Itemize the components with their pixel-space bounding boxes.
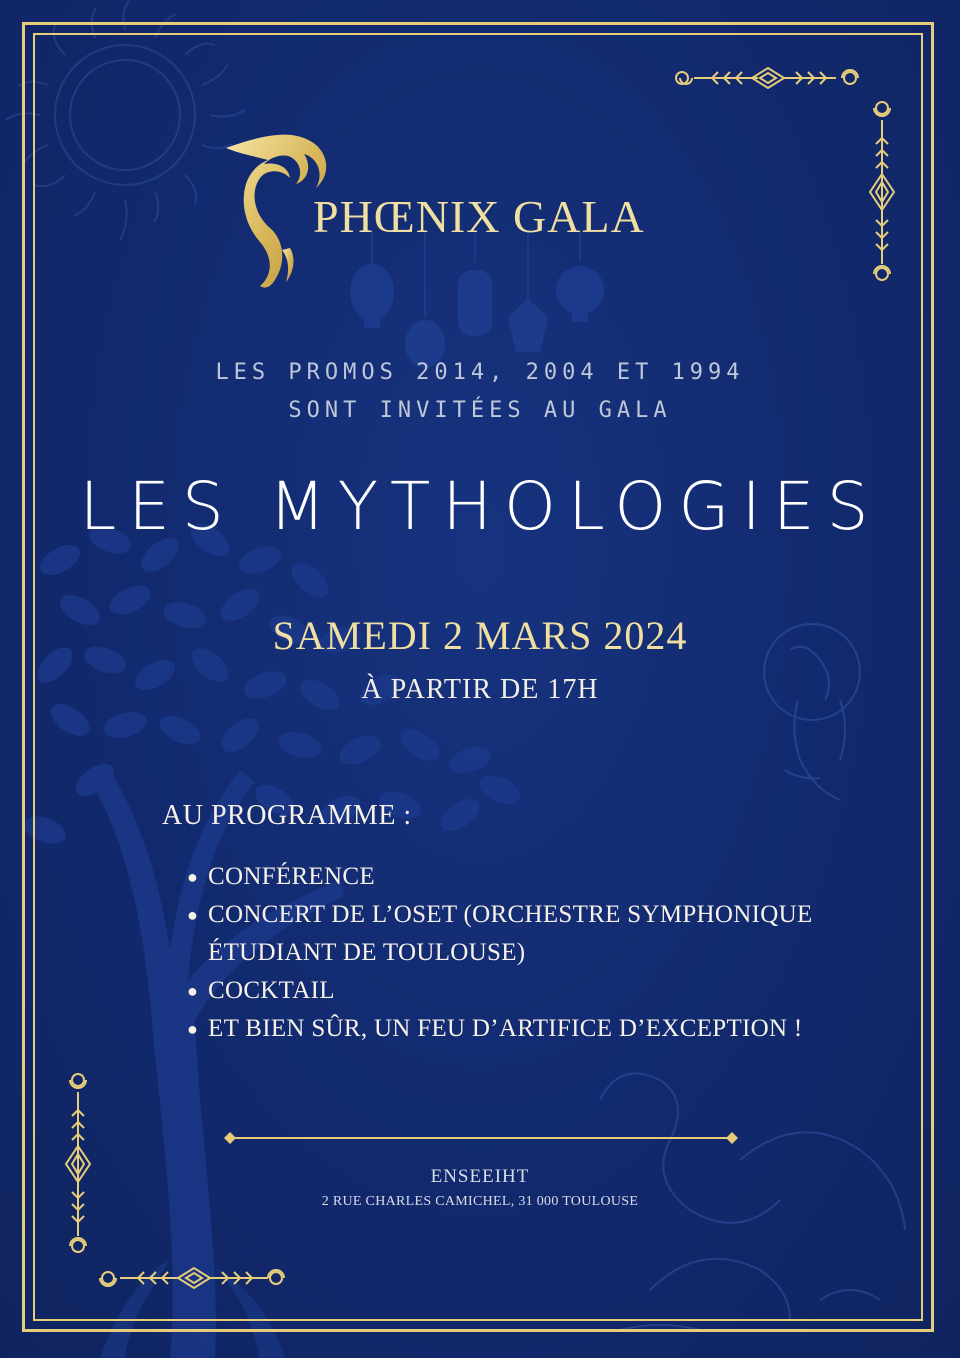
event-date: SAMEDI 2 MARS 2024 bbox=[272, 613, 688, 658]
bullet-icon: ● bbox=[187, 905, 199, 925]
list-item: ● CONFÉRENCE bbox=[208, 858, 848, 896]
invitation-line-2: SONT INVITÉES AU GALA bbox=[288, 398, 672, 423]
invitation-line-1: LES PROMOS 2014, 2004 ET 1994 bbox=[215, 360, 745, 385]
program-heading: AU PROGRAMME : bbox=[162, 800, 412, 831]
bullet-icon: ● bbox=[187, 867, 199, 887]
list-item: ● CONCERT DE L’OSET (ORCHESTRE SYMPHONIQUE ÉTUDIANT DE TOULOUSE) bbox=[208, 896, 848, 972]
bullet-icon: ● bbox=[187, 981, 199, 1001]
list-item: ● COCKTAIL bbox=[208, 972, 848, 1010]
arrow-ornament-icon bbox=[94, 1262, 294, 1294]
arrow-ornament-icon bbox=[60, 1066, 96, 1262]
venue-name: ENSEEIHT bbox=[430, 1166, 530, 1187]
event-title: LES MYTHOLOGIES bbox=[79, 468, 881, 545]
arrow-ornament-icon bbox=[668, 62, 868, 94]
program-list bbox=[187, 858, 848, 1048]
list-item: ● ET BIEN SÛR, UN FEU D’ARTIFICE D’EXCEPTION ! bbox=[208, 1010, 848, 1048]
event-time: À PARTIR DE 17H bbox=[361, 674, 599, 705]
venue-address: 2 RUE CHARLES CAMICHEL, 31 000 TOULOUSE bbox=[321, 1194, 639, 1209]
bullet-icon: ● bbox=[187, 1019, 199, 1039]
logo-wordmark: PHŒNIX GALA bbox=[313, 191, 645, 242]
gold-divider bbox=[222, 1130, 740, 1146]
arrow-ornament-icon bbox=[864, 94, 900, 290]
